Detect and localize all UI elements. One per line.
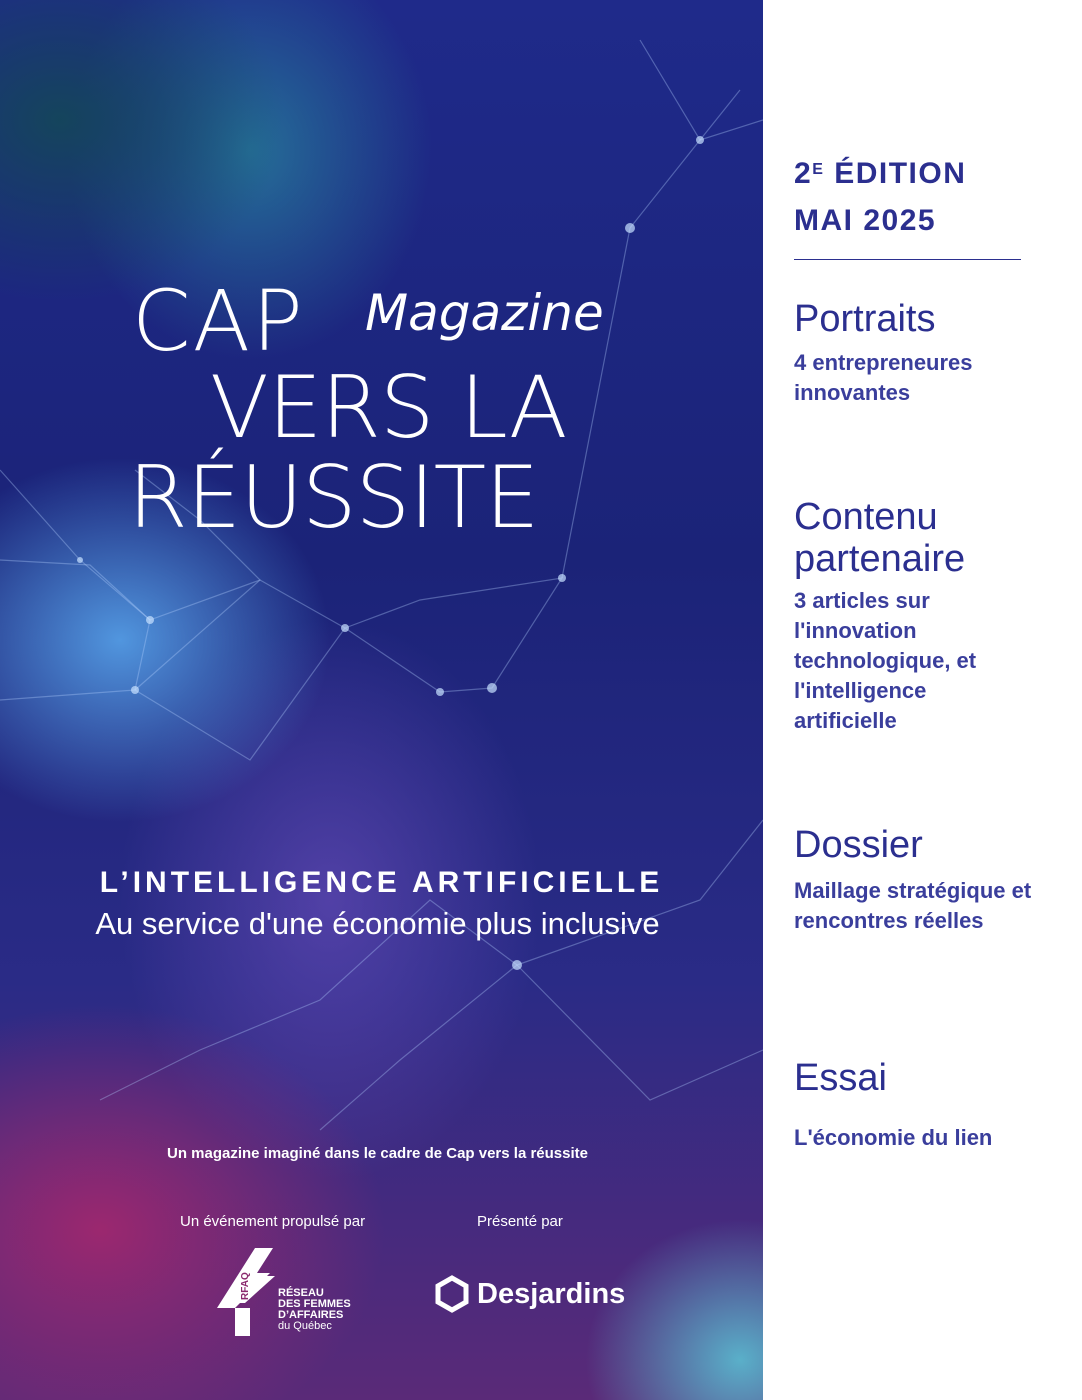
tagline: Un magazine imaginé dans le cadre de Cap vers la réussite: [166, 1145, 588, 1162]
edition-date: MAI 2025: [794, 204, 937, 237]
theme-subtitle: Au service d'une économie plus inclusive: [95, 906, 660, 941]
section-title: Portraits: [794, 298, 936, 340]
theme-title: L’INTELLIGENCE ARTIFICIELLE: [99, 866, 664, 899]
title-magazine: Magazine: [365, 284, 604, 342]
svg-text:RFAQ: RFAQ: [240, 1272, 251, 1300]
edition-superscript: E: [812, 161, 825, 178]
rfaq-line: D’AFFAIRES: [278, 1309, 344, 1321]
section-title: Contenu partenaire: [794, 496, 966, 580]
hexagon-icon: [435, 1275, 469, 1313]
rfaq-line: RÉSEAU: [278, 1287, 324, 1299]
divider: [794, 259, 1021, 260]
desjardins-logo: [435, 1275, 625, 1313]
propelled-by-label: Un événement propulsé par: [180, 1213, 366, 1230]
section-desc: Maillage stratégique et rencontres réelles: [794, 878, 1032, 933]
edition-info: [794, 150, 966, 244]
section-desc: L'économie du lien: [794, 1125, 993, 1150]
edition-number: 2: [794, 157, 813, 190]
presented-by-label: Présenté par: [477, 1213, 563, 1230]
section-desc: 3 articles sur l'innovation technologique, et l'intelligence artificielle: [794, 588, 977, 733]
title-vers-la: VERS LA: [210, 358, 567, 458]
section-desc: 4 entrepreneures innovantes: [794, 350, 973, 405]
rfaq-line: du Québec: [278, 1320, 332, 1332]
section-portraits: [794, 298, 1034, 408]
title-reussite: RÉUSSITE: [128, 448, 539, 548]
title-cap: CAP: [132, 272, 305, 370]
section-essai: [794, 1057, 1034, 1153]
section-dossier: [794, 824, 1034, 936]
section-title: Dossier: [794, 824, 923, 866]
desjardins-wordmark: Desjardins: [477, 1277, 626, 1310]
section-contenu-partenaire: [794, 496, 1034, 736]
edition-label: [794, 150, 966, 197]
edition-word: ÉDITION: [834, 157, 967, 190]
rfaq-logo-text: [278, 1288, 351, 1332]
rfaq-line: DES FEMMES: [278, 1298, 351, 1310]
section-title: Essai: [794, 1057, 887, 1099]
